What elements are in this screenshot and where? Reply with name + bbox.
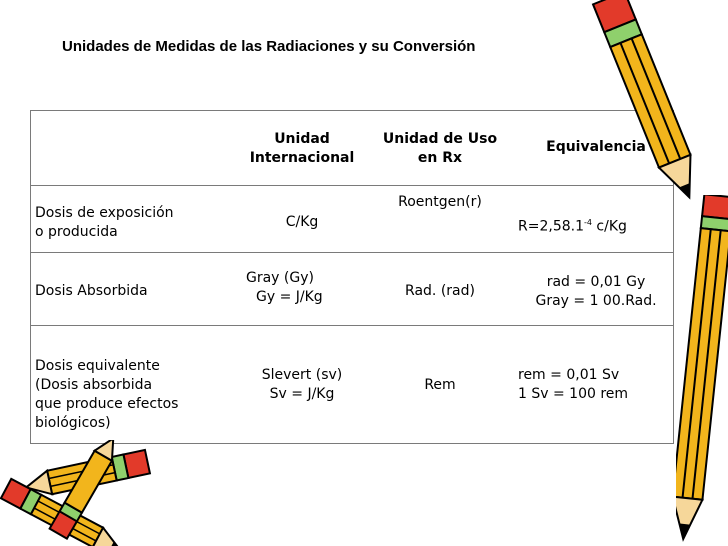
- table-divider: [30, 111, 31, 443]
- table-header-row: [30, 111, 674, 186]
- header-international-unit: Unidad Internacional: [249, 131, 355, 166]
- header-equivalence: Equivalencia: [546, 139, 646, 155]
- row-label: Dosis de exposición o producida: [35, 205, 174, 240]
- header-rx-unit: Unidad de Uso en Rx: [382, 131, 498, 166]
- row-rx-unit: Roentgen(r): [398, 194, 482, 210]
- pencil-icon: [676, 195, 728, 546]
- row-equivalence: rad = 0,01 Gy Gray = 1 00.Rad.: [535, 274, 657, 309]
- row-label: Dosis equivalente (Dosis absorbida que produce efectos biológicos): [35, 358, 179, 431]
- page-title: Unidades de Medidas de las Radiaciones y su Conversión: [62, 38, 476, 55]
- row-si-unit: Gray (Gy) Gy = J/Kg: [246, 270, 323, 305]
- table-row: [30, 326, 674, 443]
- table-row: [30, 186, 674, 253]
- pencils-icon: [0, 440, 160, 546]
- row-label: Dosis Absorbida: [35, 283, 148, 299]
- radiation-units-table: [30, 110, 674, 444]
- row-si-unit: Slevert (sv) Sv = J/Kg: [261, 367, 343, 402]
- row-si-unit: C/Kg: [285, 214, 319, 230]
- pencil-icon: [588, 0, 713, 215]
- row-equivalence: rem = 0,01 Sv 1 Sv = 100 rem: [518, 367, 629, 402]
- row-rx-unit: Rad. (rad): [405, 283, 475, 299]
- row-rx-unit: Rem: [424, 377, 456, 393]
- table-row: [30, 253, 674, 326]
- row-equivalence: $R=2,58.1^{-4}$ c/Kg: [518, 218, 627, 235]
